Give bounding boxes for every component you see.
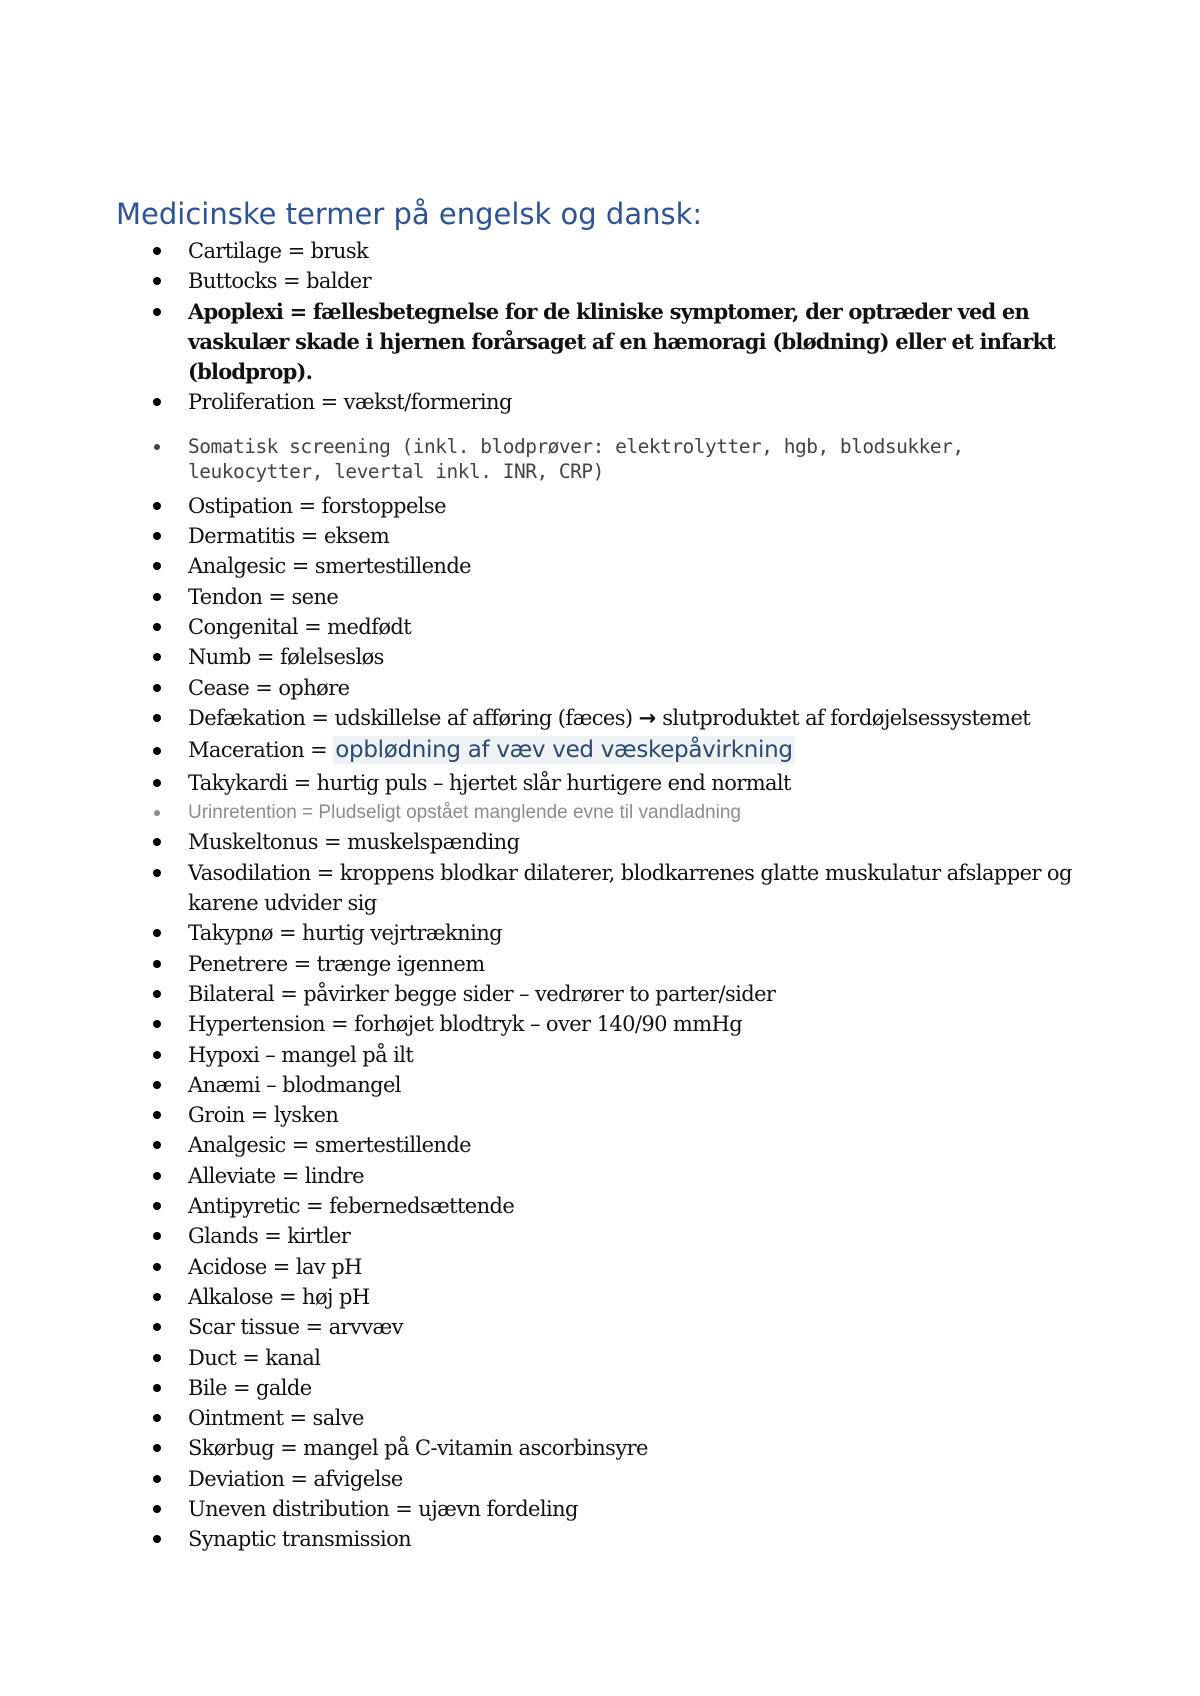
list-item: Proliferation = vækst/formering	[0, 387, 1200, 417]
list-item: Ointment = salve	[0, 1403, 1200, 1433]
list-item: Antipyretic = febernedsættende	[0, 1191, 1200, 1221]
list-item: Deviation = afvigelse	[0, 1464, 1200, 1494]
list-item: Bile = galde	[0, 1373, 1200, 1403]
list-item: Penetrere = trænge igennem	[0, 949, 1200, 979]
list-item: Buttocks = balder	[0, 266, 1200, 296]
list-item: Acidose = lav pH	[0, 1252, 1200, 1282]
list-item: Duct = kanal	[0, 1343, 1200, 1373]
list-item: Synaptic transmission	[0, 1524, 1200, 1554]
list-item-text: slutproduktet af fordøjelsessystemet	[662, 705, 1031, 730]
list-item: Tendon = sene	[0, 582, 1200, 612]
list-item: Skørbug = mangel på C-vitamin ascorbinsyre	[0, 1433, 1200, 1463]
list-item: Apoplexi = fællesbetegnelse for de kliniske symptomer, der optræder ved en vaskulær skade i hjernen forårsaget af en hæmoragi (blødning) eller et infarkt (blodprop).	[0, 297, 1200, 388]
list-item: Cease = ophøre	[0, 673, 1200, 703]
list-item: Cartilage = brusk	[0, 236, 1200, 266]
highlighted-text: opblødning af væv ved væskepåvirkning	[335, 737, 793, 764]
list-item-text: Defækation = udskillelse af afføring (fæces)	[188, 705, 633, 730]
list-item: Glands = kirtler	[0, 1221, 1200, 1251]
list-item: Groin = lysken	[0, 1100, 1200, 1130]
arrow-right-icon: →	[638, 705, 657, 730]
list-item	[0, 733, 1200, 768]
list-item: Alkalose = høj pH	[0, 1282, 1200, 1312]
list-item: Dermatitis = eksem	[0, 521, 1200, 551]
list-item: Analgesic = smertestillende	[0, 551, 1200, 581]
list-item: Urinretention = Pludseligt opstået manglende evne til vandladning	[0, 798, 1200, 827]
list-item: Anæmi – blodmangel	[0, 1070, 1200, 1100]
list-item: Analgesic = smertestillende	[0, 1130, 1200, 1160]
list-item: Muskeltonus = muskelspænding	[0, 827, 1200, 857]
list-item: Takykardi = hurtig puls – hjertet slår hurtigere end normalt	[0, 768, 1200, 798]
list-item: Numb = følelsesløs	[0, 642, 1200, 672]
list-item: Hypertension = forhøjet blodtryk – over 140/90 mmHg	[0, 1009, 1200, 1039]
terms-list	[0, 236, 1200, 1555]
list-item: Hypoxi – mangel på ilt	[0, 1040, 1200, 1070]
list-item: Somatisk screening (inkl. blodprøver: elektrolytter, hgb, blodsukker, leukocytter, levertal inkl. INR, CRP)	[0, 434, 1200, 484]
list-item: Takypnø = hurtig vejrtrækning	[0, 918, 1200, 948]
document-heading: Medicinske termer på engelsk og dansk:	[116, 197, 703, 231]
list-item: Scar tissue = arvvæv	[0, 1312, 1200, 1342]
list-item: Ostipation = forstoppelse	[0, 491, 1200, 521]
list-item: Uneven distribution = ujævn fordeling	[0, 1494, 1200, 1524]
list-item: Bilateral = påvirker begge sider – vedrører to parter/sider	[0, 979, 1200, 1009]
list-item: Alleviate = lindre	[0, 1161, 1200, 1191]
list-item-text: Maceration =	[188, 738, 328, 763]
list-item: Congenital = medfødt	[0, 612, 1200, 642]
list-item	[0, 703, 1200, 733]
list-item: Vasodilation = kroppens blodkar dilaterer, blodkarrenes glatte muskulatur afslapper og karene udvider sig	[0, 858, 1200, 919]
